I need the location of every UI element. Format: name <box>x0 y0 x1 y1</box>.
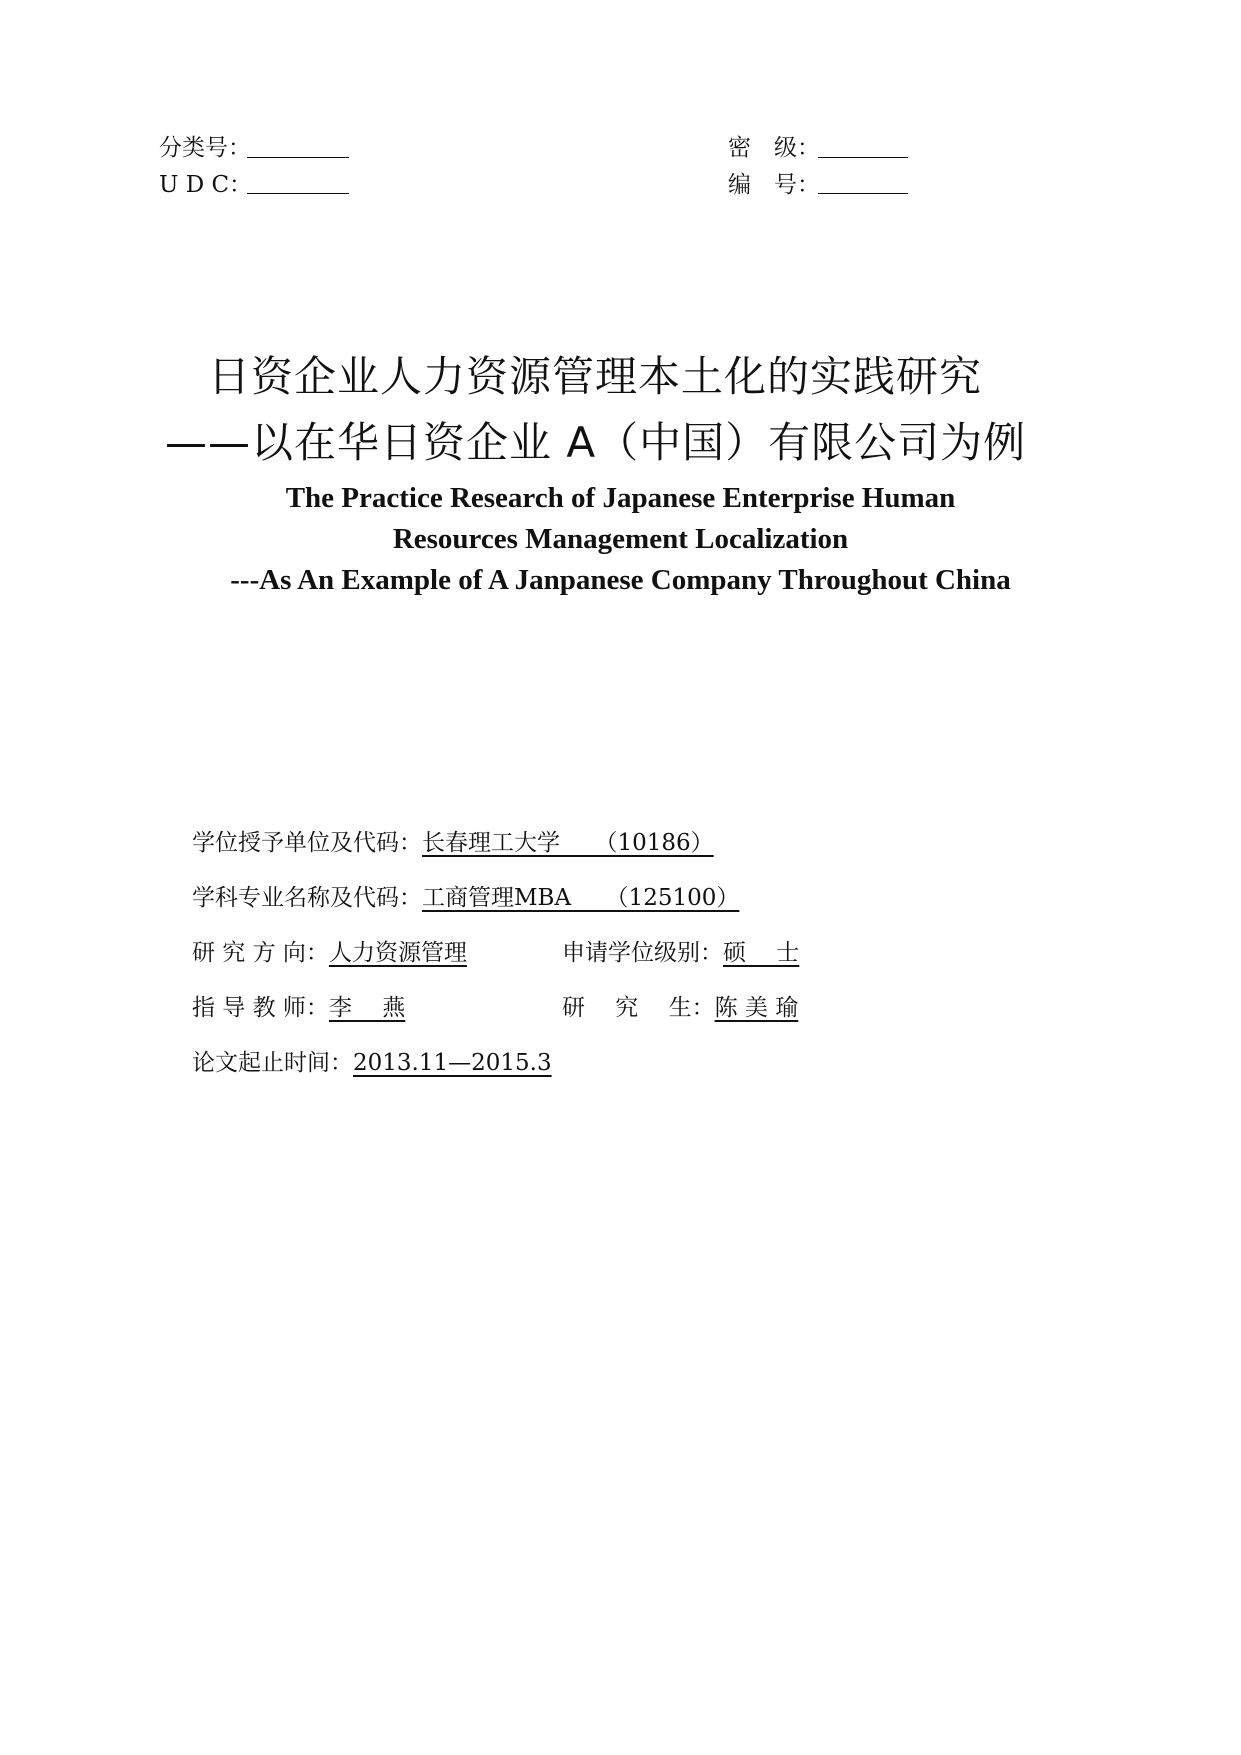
major-value: 工商管理MBA （125100） <box>422 885 740 911</box>
secret-level-blank[interactable] <box>818 157 908 158</box>
major-row <box>192 883 739 913</box>
number-label: 编 号： <box>728 172 820 198</box>
degree-level-label: 申请学位级别： <box>562 940 723 966</box>
title-en-line3: ---As An Example of A Janpanese Company Throughout China <box>230 564 1011 596</box>
period-row <box>192 1048 552 1078</box>
advisor-row <box>192 993 405 1023</box>
udc-blank[interactable] <box>247 193 349 194</box>
period-label: 论文起止时间： <box>192 1050 353 1076</box>
degree-unit-row <box>192 828 714 858</box>
degree-level-value: 硕 士 <box>723 940 800 966</box>
direction-row <box>192 938 467 968</box>
direction-value: 人力资源管理 <box>328 940 467 966</box>
student-value: 陈 美 瑜 <box>714 995 799 1021</box>
title-cn-line2: ——以在华日资企业 A（中国）有限公司为例 <box>165 418 1027 467</box>
classification-blank[interactable] <box>247 157 349 158</box>
advisor-value: 李 燕 <box>328 995 406 1021</box>
degree-unit-value: 长春理工大学 （10186） <box>422 830 714 856</box>
title-en-line1: The Practice Research of Japanese Enterprise Human <box>285 482 956 514</box>
udc-label: U D C： <box>159 172 253 198</box>
major-label: 学科专业名称及代码： <box>192 885 422 911</box>
period-value: 2013.11—2015.3 <box>353 1050 552 1076</box>
title-en-line2: Resources Management Localization <box>392 523 849 555</box>
degree-unit-label: 学位授予单位及代码： <box>192 830 422 856</box>
direction-label: 研 究 方 向： <box>192 940 329 966</box>
number-blank[interactable] <box>818 193 908 194</box>
secret-level-label: 密 级： <box>728 135 820 161</box>
student-label: 研 究 生： <box>562 995 715 1021</box>
student-row <box>562 993 798 1023</box>
degree-level-row <box>562 938 799 968</box>
title-cn-line1: 日资企业人力资源管理本土化的实践研究 <box>208 352 983 401</box>
classification-label: 分类号： <box>159 135 251 161</box>
advisor-label: 指 导 教 师： <box>192 995 329 1021</box>
